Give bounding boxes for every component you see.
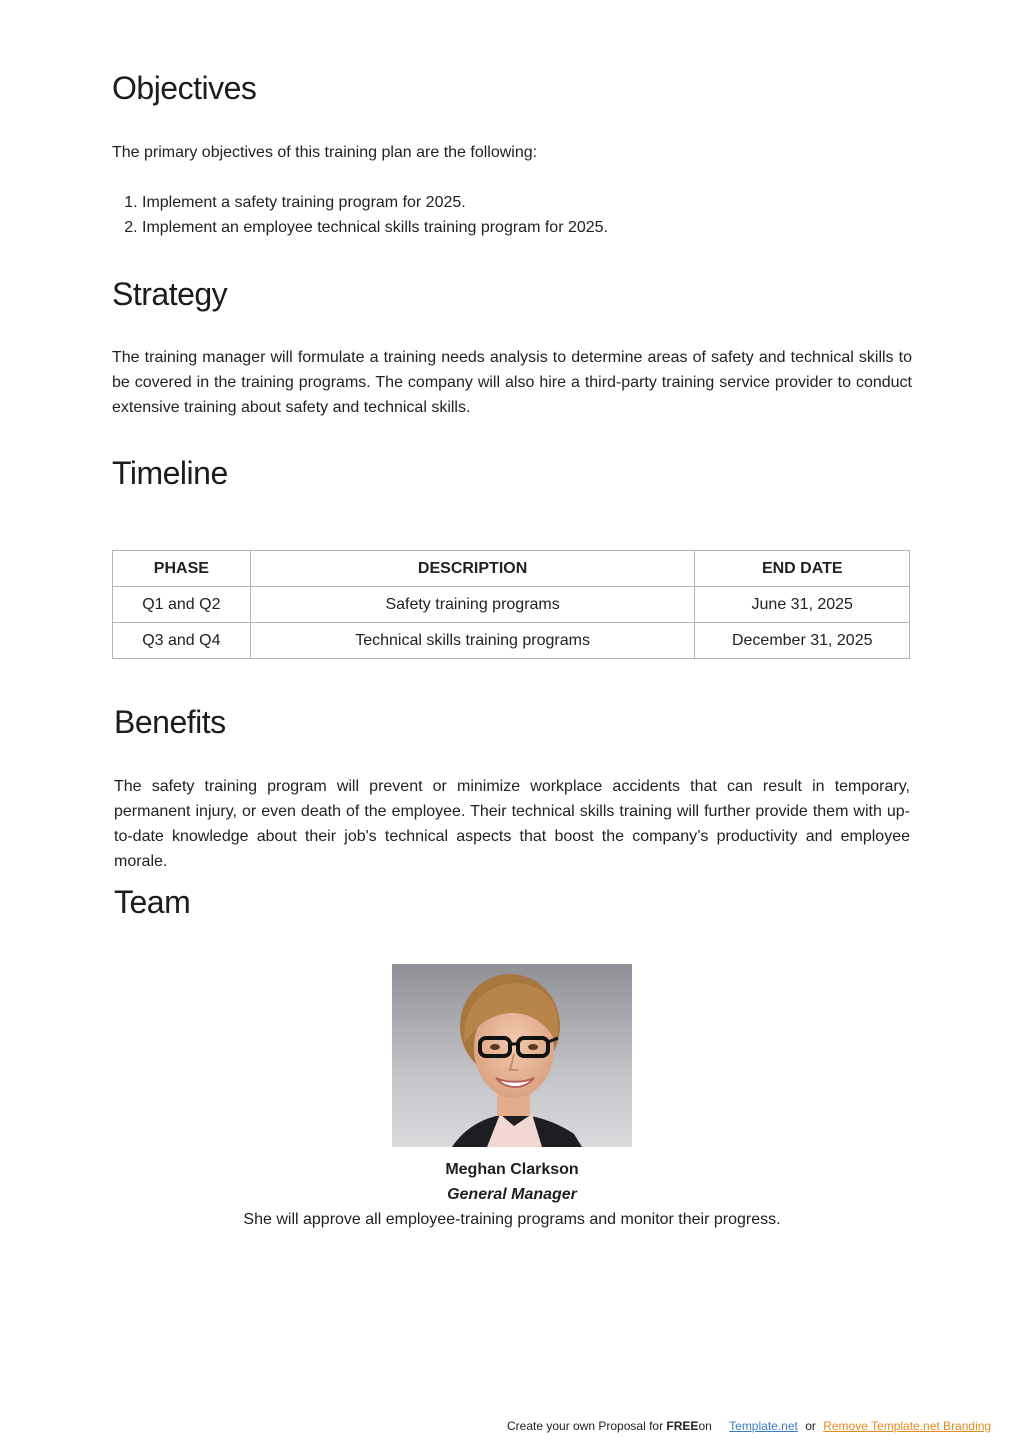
- table-row: [113, 587, 910, 623]
- column-header-end-date: END DATE: [695, 551, 910, 587]
- table-cell-phase: Q1 and Q2: [113, 587, 251, 623]
- template-net-link[interactable]: Template.net: [729, 1419, 798, 1433]
- team-member-name: Meghan Clarkson: [445, 1161, 579, 1178]
- table-cell-description: Safety training programs: [250, 587, 695, 623]
- list-item: 2. Implement an employee technical skills training program for 2025.: [142, 215, 608, 240]
- strategy-heading: Strategy: [112, 276, 228, 312]
- footer-on: on: [698, 1419, 712, 1433]
- strategy-paragraph: The training manager will formulate a training needs analysis to determine areas of safety and technical skills to be covered in the training programs. The company will also hire a third-party training service provider to conduct extensive training about safety and technical skills.: [112, 349, 912, 416]
- table-cell-phase: Q3 and Q4: [113, 623, 251, 659]
- benefits-paragraph: The safety training program will prevent or minimize workplace accidents that can result in temporary, permanent injury, or even death of the employee. Their technical skills training will further provide them with up-to-date knowledge about their job's technical aspects that boost the company’s productivity and employee morale.: [114, 778, 910, 870]
- column-header-phase: PHASE: [113, 551, 251, 587]
- portrait-illustration: [392, 964, 632, 1147]
- footer-prefix: Create your own Proposal for: [507, 1419, 667, 1433]
- team-member-description: She will approve all employee-training programs and monitor their progress.: [243, 1211, 781, 1228]
- objectives-intro: The primary objectives of this training plan are the following:: [112, 144, 538, 161]
- timeline-table: [112, 550, 910, 659]
- team-member-photo: [392, 964, 632, 1147]
- column-header-description: DESCRIPTION: [250, 551, 695, 587]
- table-cell-description: Technical skills training programs: [250, 623, 695, 659]
- footer-bar: [507, 1419, 991, 1433]
- team-heading: Team: [114, 884, 191, 920]
- list-item: 1. Implement a safety training program for 2025.: [142, 190, 608, 215]
- objectives-heading: Objectives: [112, 70, 257, 106]
- remove-branding-link[interactable]: Remove Template.net Branding: [823, 1419, 992, 1433]
- objectives-list: [112, 190, 608, 240]
- footer-or: or: [805, 1419, 816, 1433]
- footer-free: FREE: [666, 1419, 699, 1433]
- table-row: [113, 623, 910, 659]
- benefits-heading: Benefits: [114, 704, 226, 740]
- table-header-row: [113, 551, 910, 587]
- table-cell-end-date: December 31, 2025: [695, 623, 910, 659]
- timeline-heading: Timeline: [112, 455, 228, 491]
- team-member-role: General Manager: [447, 1186, 577, 1203]
- table-cell-end-date: June 31, 2025: [695, 587, 910, 623]
